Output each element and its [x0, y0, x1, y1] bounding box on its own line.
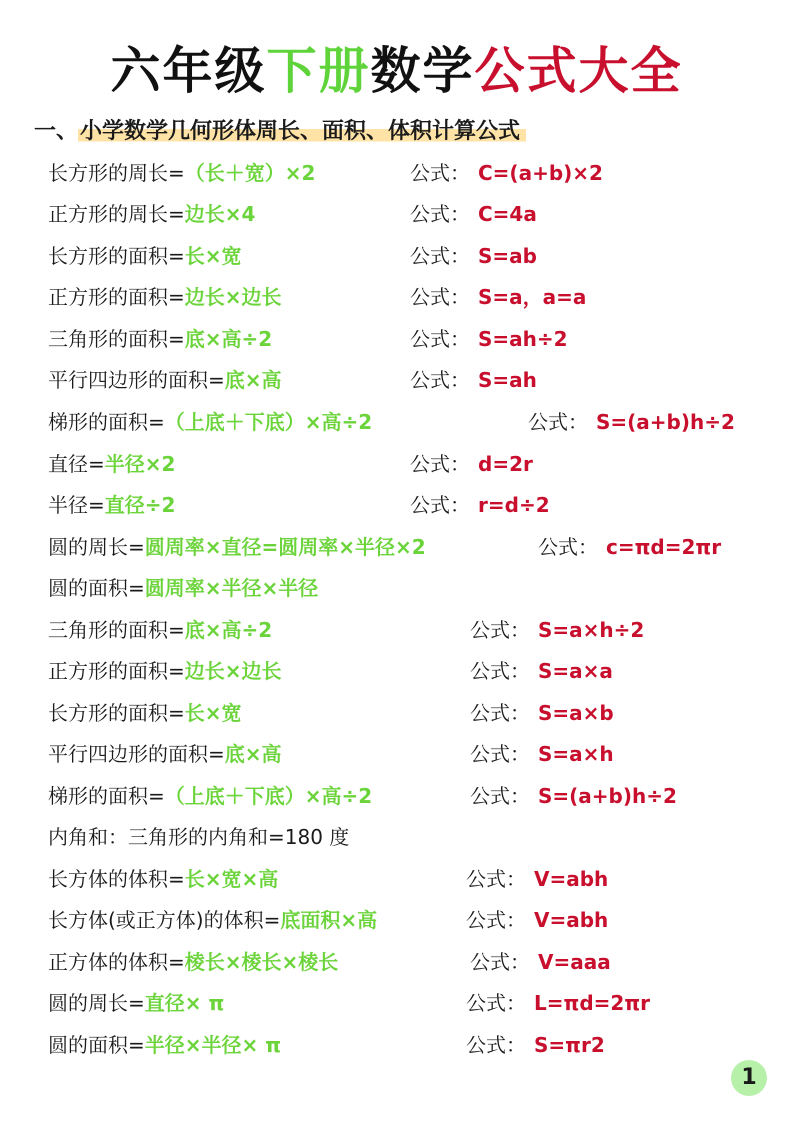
- formula-value: V=abh: [534, 867, 609, 891]
- formula: [470, 944, 611, 980]
- formula: [470, 612, 644, 648]
- formula-value: L=πd=2πr: [534, 991, 650, 1015]
- definition-label: 圆的面积=: [48, 1033, 145, 1057]
- definition-value: 圆周率×直径=圆周率×半径×2: [144, 535, 426, 559]
- formula-value: S=(a+b)h÷2: [596, 410, 735, 434]
- definition-value: 底×高÷2: [184, 618, 273, 642]
- definition: [48, 446, 175, 482]
- formula-value: c=πd=2πr: [606, 535, 722, 559]
- formula-row: [0, 446, 793, 482]
- definition: [48, 612, 272, 648]
- title-part-2: 下册: [266, 42, 371, 100]
- definition: [48, 362, 282, 398]
- page-title: [0, 38, 793, 104]
- definition-value: 边长×边长: [184, 285, 282, 309]
- definition-label: 平行四边形的面积=: [48, 368, 225, 392]
- formula: [466, 1027, 605, 1063]
- formula-value: S=ah: [478, 368, 537, 392]
- definition-label: 直径=: [48, 452, 105, 476]
- definition: [48, 570, 318, 606]
- formula-row: [0, 653, 793, 689]
- formula-value: S=a×a: [538, 659, 613, 683]
- definition: [48, 861, 278, 897]
- definition-value: 长×宽×高: [184, 867, 279, 891]
- definition-value: 半径×2: [104, 452, 176, 476]
- formula-row: [0, 155, 793, 191]
- formula-label: 公式：: [470, 701, 530, 725]
- formula-value: V=aaa: [538, 950, 611, 974]
- formula-row: [0, 238, 793, 274]
- definition-value: 边长×4: [184, 202, 256, 226]
- formula-label: 公式：: [466, 1033, 526, 1057]
- formula-value: C=4a: [478, 202, 537, 226]
- formula-label: 公式：: [410, 493, 470, 517]
- formula-value: r=d÷2: [478, 493, 550, 517]
- definition-value: 长×宽: [184, 244, 242, 268]
- definition-value: 长×宽: [184, 701, 242, 725]
- definition: [48, 279, 282, 315]
- formula-value: V=abh: [534, 908, 609, 932]
- formula-label: 公式：: [410, 285, 470, 309]
- formula-value: S=(a+b)h÷2: [538, 784, 677, 808]
- definition-value: 直径× π: [144, 991, 225, 1015]
- definition: [48, 196, 255, 232]
- definition-value: 半径×半径× π: [144, 1033, 282, 1057]
- definition-label: 正方体的体积=: [48, 950, 185, 974]
- formula-label: 公式：: [410, 244, 470, 268]
- formula-row: [0, 778, 793, 814]
- definition-label: 内角和：三角形的内角和=180 度: [48, 825, 350, 849]
- formula: [410, 487, 550, 523]
- formula: [470, 778, 677, 814]
- section-title: 小学数学几何形体周长、面积、体积计算公式: [78, 119, 526, 144]
- formula-label: 公式：: [466, 867, 526, 891]
- definition-label: 梯形的面积=: [48, 784, 165, 808]
- formula-row: [0, 321, 793, 357]
- formula-label: 公式：: [470, 950, 530, 974]
- formula-row: [0, 487, 793, 523]
- definition-value: 棱长×棱长×棱长: [184, 950, 339, 974]
- definition-label: 长方体(或正方体)的体积=: [48, 908, 281, 932]
- definition-value: 直径÷2: [104, 493, 176, 517]
- definition-label: 三角形的面积=: [48, 327, 185, 351]
- formula-label: 公式：: [410, 452, 470, 476]
- title-part-4: 公式大全: [474, 42, 683, 100]
- formula-value: S=a×h: [538, 742, 614, 766]
- formula-row: [0, 612, 793, 648]
- definition-label: 平行四边形的面积=: [48, 742, 225, 766]
- definition-value: （长＋宽）×2: [184, 161, 316, 185]
- formula-label: 公式：: [410, 327, 470, 351]
- section-prefix: 一、: [34, 119, 79, 144]
- formula-row: [0, 985, 793, 1021]
- formula: [466, 902, 608, 938]
- formula: [410, 279, 586, 315]
- definition-label: 梯形的面积=: [48, 410, 165, 434]
- definition: [48, 695, 242, 731]
- formula-row: [0, 529, 793, 565]
- definition-label: 长方形的面积=: [48, 701, 185, 725]
- definition-value: （上底＋下底）×高÷2: [164, 784, 373, 808]
- formula-label: 公式：: [466, 991, 526, 1015]
- formula-label: 公式：: [466, 908, 526, 932]
- formula: [410, 362, 537, 398]
- definition-value: 底×高: [224, 368, 282, 392]
- formula-row: [0, 279, 793, 315]
- definition: [48, 985, 224, 1021]
- definition-label: 正方形的周长=: [48, 202, 185, 226]
- formula-value: S=ah÷2: [478, 327, 568, 351]
- formula: [410, 446, 533, 482]
- formula-value: C=(a+b)×2: [478, 161, 603, 185]
- formula-label: 公式：: [470, 618, 530, 642]
- definition-label: 圆的周长=: [48, 535, 145, 559]
- formula: [538, 529, 721, 565]
- definition: [48, 321, 272, 357]
- formula-row: [0, 819, 793, 855]
- definition: [48, 487, 175, 523]
- formula: [470, 653, 613, 689]
- definition-label: 长方形的周长=: [48, 161, 185, 185]
- formula-label: 公式：: [470, 742, 530, 766]
- definition: [48, 944, 338, 980]
- formula: [410, 238, 537, 274]
- formula-row: [0, 861, 793, 897]
- definition-value: 底×高: [224, 742, 282, 766]
- formula-row: [0, 404, 793, 440]
- definition: [48, 736, 282, 772]
- formula-row: [0, 736, 793, 772]
- definition-label: 正方形的面积=: [48, 659, 185, 683]
- formula: [470, 695, 614, 731]
- section-heading: [34, 116, 526, 148]
- definition-label: 正方形的面积=: [48, 285, 185, 309]
- formula: [410, 321, 568, 357]
- formula: [410, 196, 537, 232]
- formula: [470, 736, 614, 772]
- definition-label: 圆的面积=: [48, 576, 145, 600]
- formula-row: [0, 570, 793, 606]
- formula-row: [0, 695, 793, 731]
- title-part-3: 数学: [370, 42, 475, 100]
- formula-row: [0, 1027, 793, 1063]
- formula-label: 公式：: [470, 659, 530, 683]
- formula-label: 公式：: [538, 535, 598, 559]
- formula-row: [0, 944, 793, 980]
- formula-row: [0, 362, 793, 398]
- definition-value: 底×高÷2: [184, 327, 273, 351]
- formula-label: 公式：: [528, 410, 588, 434]
- definition: [48, 1027, 281, 1063]
- definition: [48, 778, 372, 814]
- definition: [48, 653, 282, 689]
- definition-value: 边长×边长: [184, 659, 282, 683]
- definition-value: 底面积×高: [280, 908, 378, 932]
- formula: [528, 404, 735, 440]
- formula: [410, 155, 603, 191]
- title-part-1: 六年级: [110, 42, 267, 100]
- formula-value: S=ab: [478, 244, 537, 268]
- formula-label: 公式：: [410, 161, 470, 185]
- formula: [466, 861, 608, 897]
- definition-label: 长方体的体积=: [48, 867, 185, 891]
- definition: [48, 529, 426, 565]
- formula-value: d=2r: [478, 452, 533, 476]
- page-number: 1: [731, 1060, 767, 1096]
- definition: [48, 238, 242, 274]
- formula: [466, 985, 650, 1021]
- formula-value: S=a×h÷2: [538, 618, 645, 642]
- definition: [48, 902, 377, 938]
- definition-label: 半径=: [48, 493, 105, 517]
- formula-value: S=πr2: [534, 1033, 605, 1057]
- definition-value: 圆周率×半径×半径: [144, 576, 319, 600]
- definition-value: （上底＋下底）×高÷2: [164, 410, 373, 434]
- definition: [48, 819, 349, 855]
- formula-label: 公式：: [470, 784, 530, 808]
- definition-label: 三角形的面积=: [48, 618, 185, 642]
- formula-label: 公式：: [410, 202, 470, 226]
- definition: [48, 155, 315, 191]
- definition: [48, 404, 372, 440]
- formula-value: S=a，a=a: [478, 285, 587, 309]
- formula-row: [0, 902, 793, 938]
- definition-label: 圆的周长=: [48, 991, 145, 1015]
- formula-value: S=a×b: [538, 701, 614, 725]
- formula-label: 公式：: [410, 368, 470, 392]
- formula-row: [0, 196, 793, 232]
- definition-label: 长方形的面积=: [48, 244, 185, 268]
